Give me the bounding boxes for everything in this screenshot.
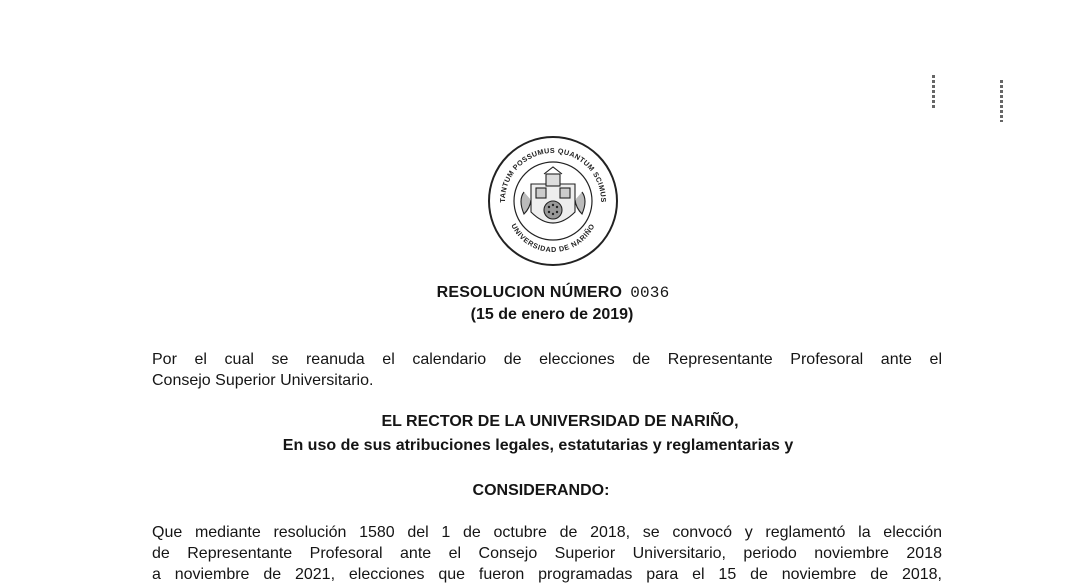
seal-motto: TANTUM POSSUMUS QUANTUM SCIMUS: [497, 145, 609, 203]
resolution-label: RESOLUCION NÚMERO: [436, 284, 623, 301]
resolution-number: 0036: [630, 284, 670, 302]
purpose-line: Por el cual se reanuda el calendario de elecciones de Representante Profesoral ante el: [152, 351, 942, 368]
scan-edge-mark: [932, 75, 935, 109]
seal-institution: UNIVERSIDAD DE NARIÑO: [509, 221, 597, 255]
purpose-line: Consejo Superior Universitario.: [152, 372, 374, 389]
powers-heading: En uso de sus atribuciones legales, estatutarias y reglamentarias y: [282, 437, 794, 454]
svg-text:UNIVERSIDAD DE NARIÑO: [509, 222, 596, 254]
resolution-title: [0, 284, 1068, 302]
considerando-paragraph: [152, 522, 942, 585]
considerando-heading: CONSIDERANDO:: [472, 482, 610, 499]
considerando-line: Que mediante resolución 1580 del 1 de octubre de 2018, se convocó y reglamentó la elección: [152, 524, 942, 541]
university-seal-icon: [486, 134, 620, 268]
considerando-line: a noviembre de 2021, elecciones que fueron programadas para el 15 de noviembre de 2018,: [152, 566, 942, 583]
rector-heading: EL RECTOR DE LA UNIVERSIDAD DE NARIÑO,: [381, 413, 739, 430]
resolution-date: (15 de enero de 2019): [470, 306, 634, 323]
purpose-paragraph: [152, 349, 942, 391]
scan-edge-mark: [1000, 80, 1003, 122]
considerando-line: de Representante Profesoral ante el Consejo Superior Universitario, periodo noviembre 2018: [152, 545, 942, 562]
